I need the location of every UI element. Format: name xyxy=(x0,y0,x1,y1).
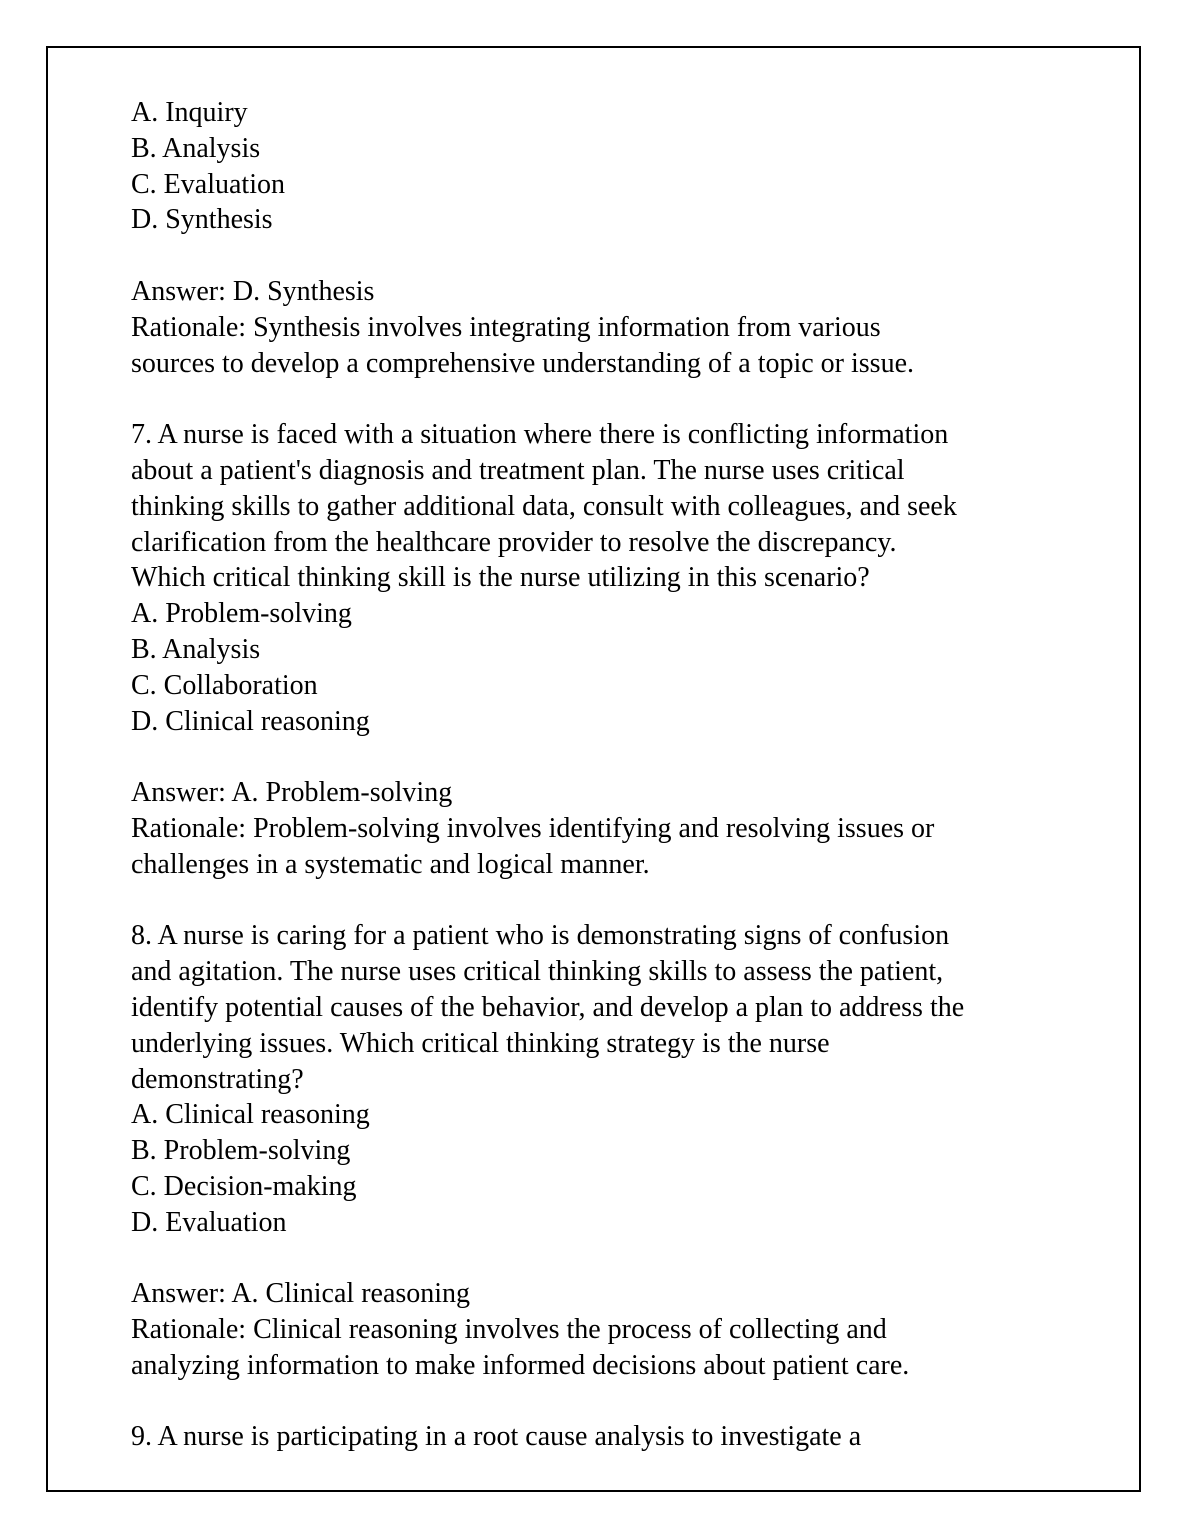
spacer xyxy=(131,1384,1071,1420)
option-c: C. Evaluation xyxy=(131,168,285,200)
option-b: B. Problem-solving xyxy=(131,1135,351,1167)
option-a: A. Clinical reasoning xyxy=(131,1099,370,1131)
option-c: C. Decision-making xyxy=(131,1170,357,1202)
question-8-stem xyxy=(131,918,1071,1097)
question-7 xyxy=(131,417,1071,882)
stem-line: Which critical thinking skill is the nurse utilizing in this scenario? xyxy=(131,562,870,594)
rationale-8 xyxy=(131,1312,1071,1384)
question-9 xyxy=(131,1419,1071,1455)
stem-line: about a patient's diagnosis and treatment plan. The nurse uses critical xyxy=(131,454,905,486)
spacer xyxy=(131,1241,1071,1277)
rationale-line: challenges in a systematic and logical manner. xyxy=(131,848,650,880)
question-7-stem xyxy=(131,417,1071,596)
option-a: A. Inquiry xyxy=(131,97,248,128)
spacer xyxy=(131,381,1071,417)
spacer xyxy=(131,739,1071,775)
question-6-options xyxy=(131,95,1071,238)
option-c: C. Collaboration xyxy=(131,669,318,701)
answer-7: Answer: A. Problem-solving xyxy=(131,777,453,809)
answer-8: Answer: A. Clinical reasoning xyxy=(131,1278,471,1310)
document-body xyxy=(131,95,1071,1455)
stem-line: and agitation. The nurse uses critical thinking skills to assess the patient, xyxy=(131,956,944,988)
rationale-7 xyxy=(131,811,1071,883)
stem-line: clarification from the healthcare provider to resolve the discrepancy. xyxy=(131,526,897,558)
stem-line: 8. A nurse is caring for a patient who is demonstrating signs of confusion xyxy=(131,920,950,952)
question-8-options xyxy=(131,1097,1071,1240)
option-b: B. Analysis xyxy=(131,633,261,665)
spacer xyxy=(131,238,1071,274)
rationale-6 xyxy=(131,310,1071,382)
spacer xyxy=(131,883,1071,919)
stem-line: demonstrating? xyxy=(131,1063,304,1095)
option-d: D. Evaluation xyxy=(131,1206,287,1238)
answer-6: Answer: D. Synthesis xyxy=(131,275,375,307)
question-8 xyxy=(131,918,1071,1383)
stem-line: thinking skills to gather additional data, consult with colleagues, and seek xyxy=(131,490,957,522)
option-d: D. Clinical reasoning xyxy=(131,705,370,737)
question-7-options xyxy=(131,596,1071,739)
stem-line: identify potential causes of the behavior, and develop a plan to address the xyxy=(131,991,965,1023)
stem-line: 9. A nurse is participating in a root cause analysis to investigate a xyxy=(131,1421,862,1453)
option-a: A. Problem-solving xyxy=(131,598,352,630)
rationale-line: Rationale: Synthesis involves integrating information from various xyxy=(131,311,881,343)
rationale-line: analyzing information to make informed decisions about patient care. xyxy=(131,1349,910,1381)
rationale-line: Rationale: Clinical reasoning involves the process of collecting and xyxy=(131,1314,887,1346)
stem-line: underlying issues. Which critical thinking strategy is the nurse xyxy=(131,1027,830,1059)
rationale-line: Rationale: Problem-solving involves identifying and resolving issues or xyxy=(131,812,935,844)
option-d: D. Synthesis xyxy=(131,204,273,236)
stem-line: 7. A nurse is faced with a situation where there is conflicting information xyxy=(131,419,949,451)
option-b: B. Analysis xyxy=(131,132,261,164)
rationale-line: sources to develop a comprehensive understanding of a topic or issue. xyxy=(131,347,915,379)
